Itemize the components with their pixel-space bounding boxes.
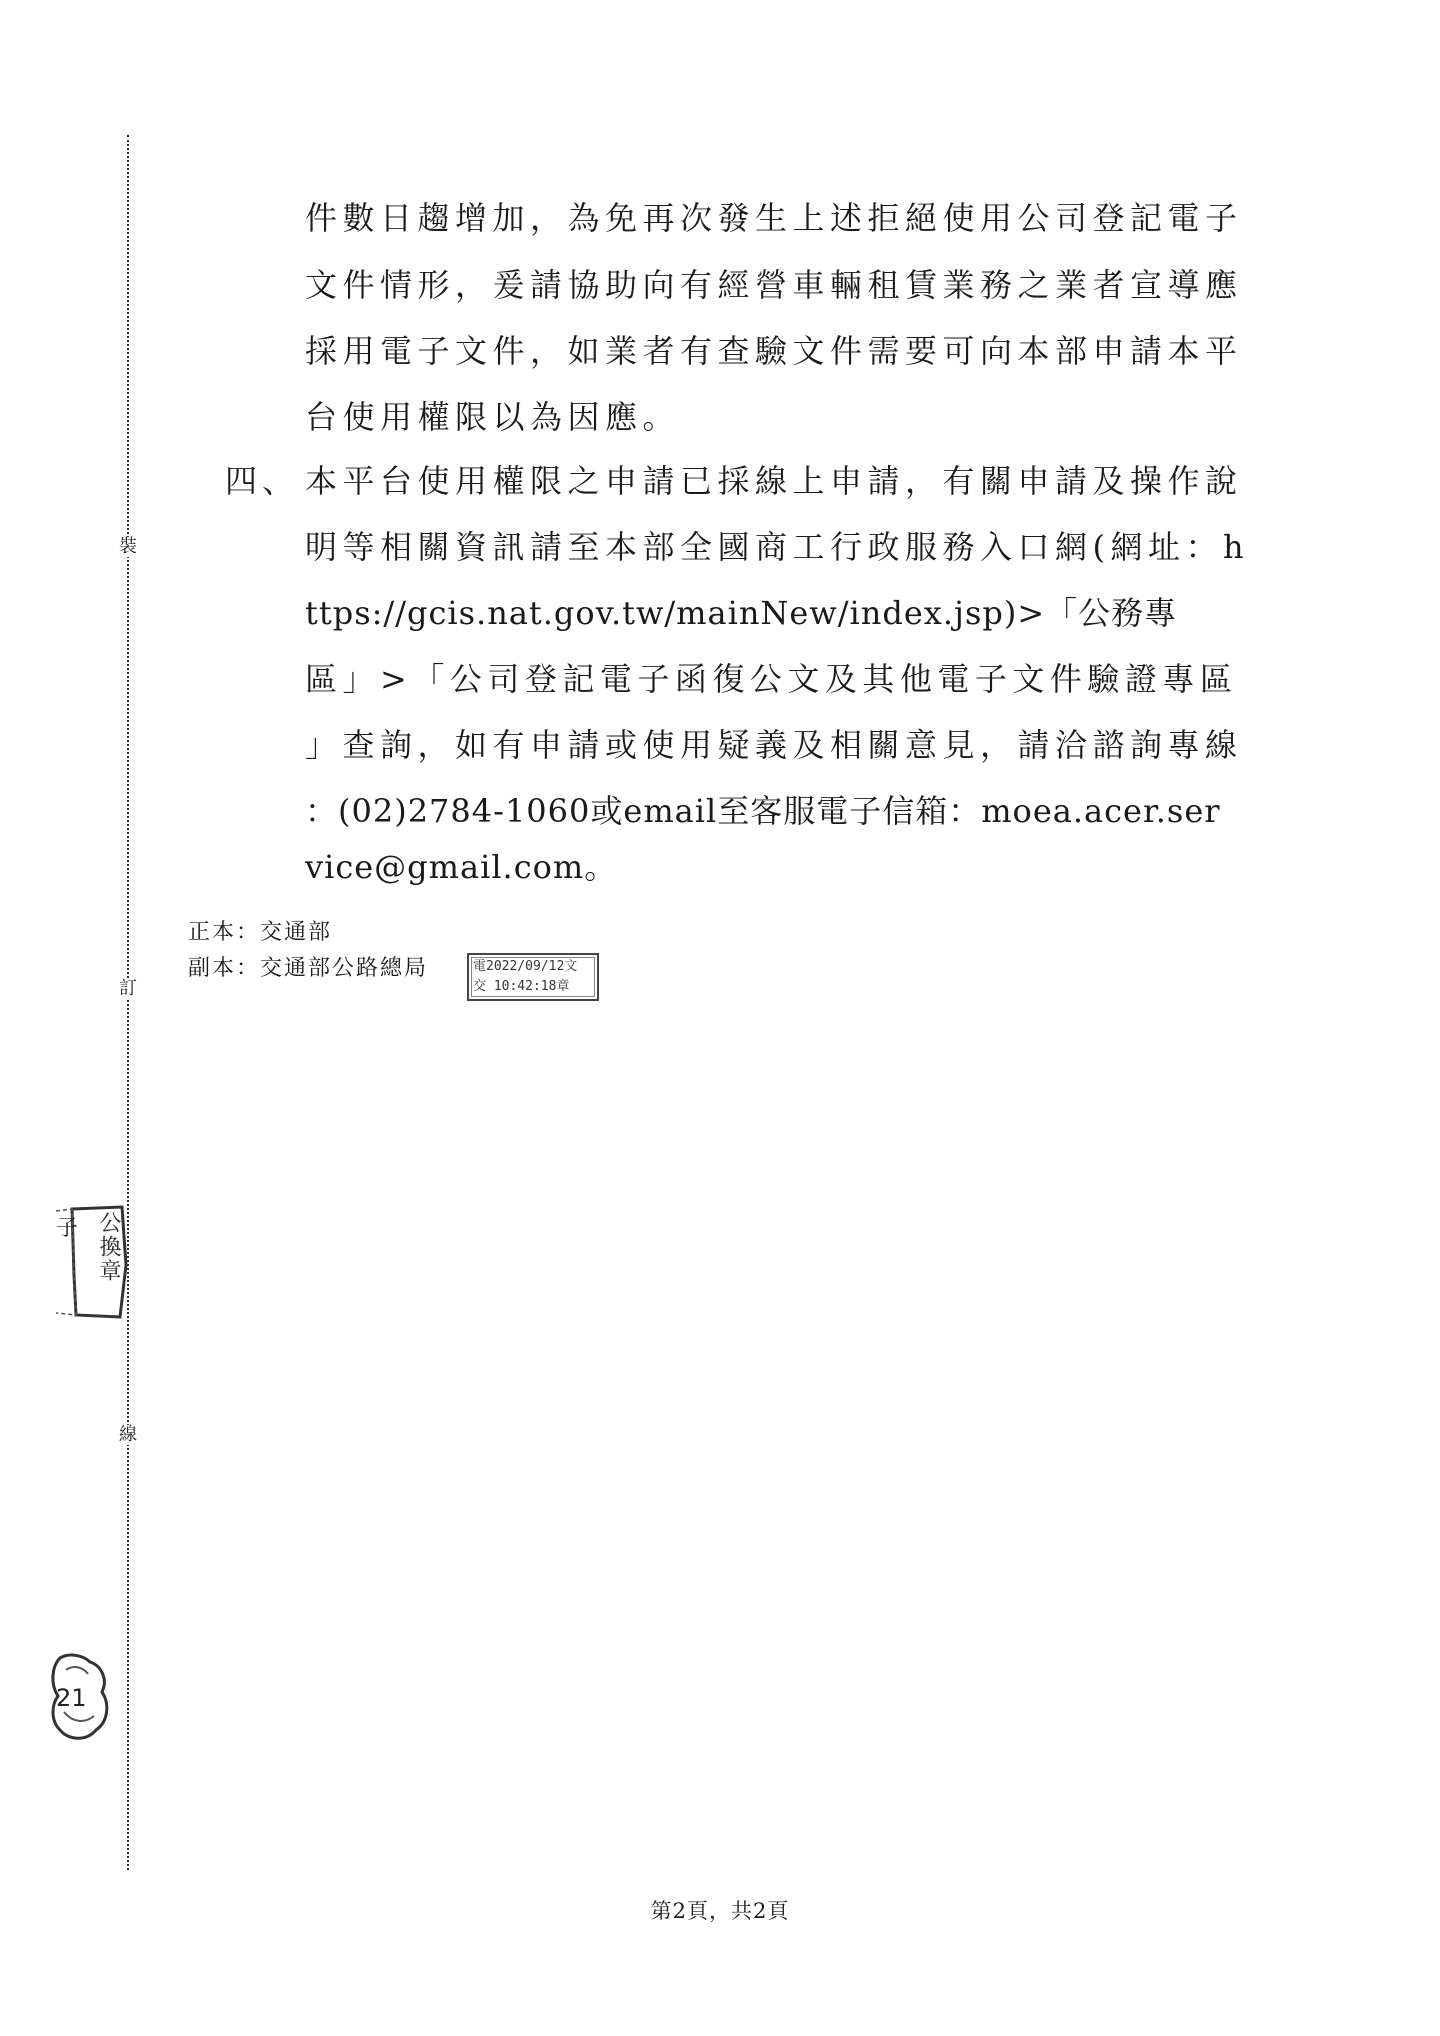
item-4-marker: 四、: [225, 462, 300, 500]
e-seal-line-2: 交 10:42:18章: [473, 979, 570, 994]
item-4-line-4: 區」>「公司登記電子函復公文及其他電子文件驗證專區: [305, 660, 1238, 698]
item-4-line-1: 本平台使用權限之申請已採線上申請，有關申請及操作說: [305, 462, 1243, 500]
page-stamp-number: 21: [56, 1684, 87, 1712]
copy-value: 交通部公路總局: [260, 956, 429, 981]
body-line-3: 採用電子文件，如業者有查驗文件需要可向本部申請本平: [305, 332, 1243, 370]
binding-mark-zhuang: 裝: [113, 537, 143, 557]
item-4-line-7: vice@gmail.com。: [305, 848, 618, 886]
copy-recipient: [188, 955, 428, 983]
binding-mark-xian: 線: [113, 1425, 143, 1445]
page-footer: 第2頁，共2頁: [650, 1899, 790, 1923]
seal-main-text: 公換章: [96, 1211, 121, 1283]
item-4-line-5: 」查詢，如有申請或使用疑義及相關意見，請洽諮詢專線: [305, 726, 1243, 764]
body-line-2: 文件情形，爰請協助向有經營車輛租賃業務之業者宣導應: [305, 266, 1243, 304]
body-line-4: 台使用權限以為因應。: [305, 398, 681, 436]
e-seal-line-1: 電2022/09/12文: [473, 959, 578, 974]
original-recipient: [188, 919, 332, 947]
item-4-line-2: 明等相關資訊請至本部全國商工行政服務入口網(網址：h: [305, 528, 1250, 566]
item-4-line-6: ：(02)2784-1060或email至客服電子信箱：moea.acer.ser: [305, 792, 1221, 830]
copy-label: 副本：: [188, 956, 261, 981]
body-line-1: 件數日趨增加，為免再次發生上述拒絕使用公司登記電子: [305, 199, 1243, 237]
exchange-seal-stamp: [52, 1205, 122, 1315]
item-4-line-3: ttps://gcis.nat.gov.tw/mainNew/index.jsp)>「公務專: [305, 594, 1178, 632]
binding-line: [127, 135, 129, 1870]
seal-side-text: 子: [56, 1216, 79, 1241]
binding-mark-ding: 訂: [113, 979, 143, 999]
original-label: 正本：: [188, 920, 261, 945]
original-value: 交通部: [260, 920, 333, 945]
page-number-stamp: [50, 1652, 110, 1740]
electronic-seal: [467, 953, 599, 1001]
